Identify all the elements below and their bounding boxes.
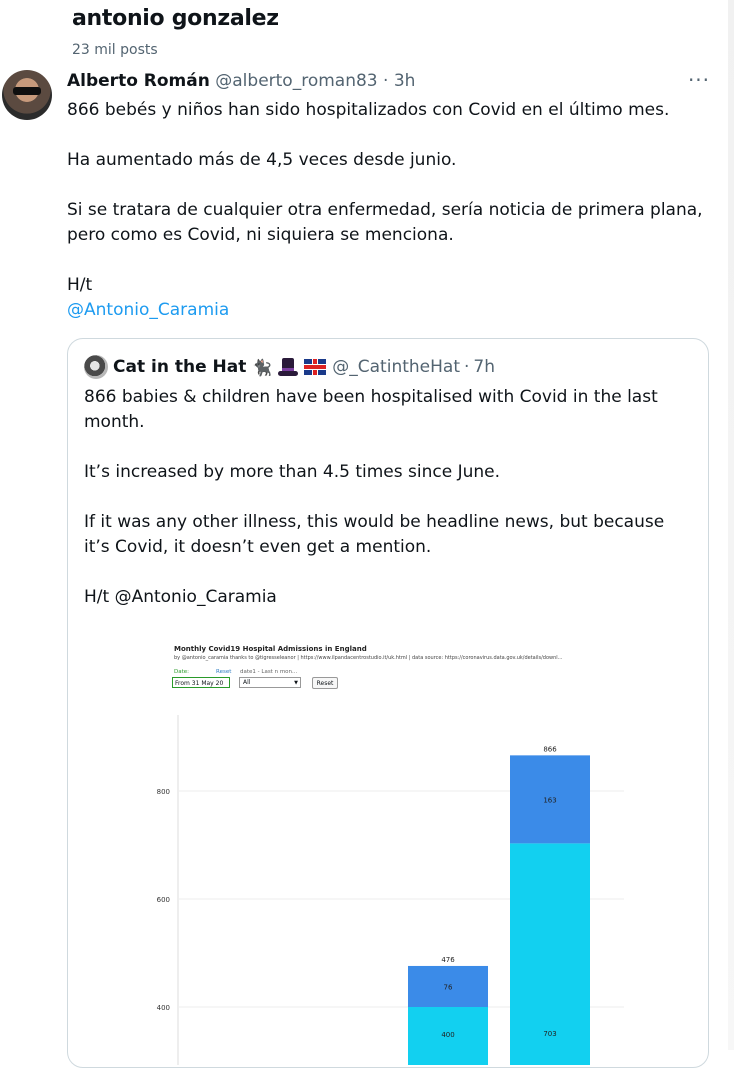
bar-value-label: 163 bbox=[543, 796, 557, 805]
top-hat-icon bbox=[278, 357, 298, 377]
tweet-paragraph: Ha aumentado más de 4,5 veces desde junio. bbox=[67, 150, 457, 170]
chart-image[interactable] bbox=[84, 625, 694, 1065]
profile-name: antonio gonzalez bbox=[72, 6, 279, 31]
bar-value-label: 400 bbox=[441, 1031, 455, 1039]
mention-link[interactable]: @Antonio_Caramia bbox=[67, 300, 230, 320]
quoted-handle[interactable]: @_CatintheHat bbox=[332, 357, 460, 377]
y-tick-label: 400 bbox=[156, 1004, 170, 1012]
separator-dot: · bbox=[383, 71, 389, 91]
chevron-down-icon: ▼ bbox=[294, 680, 298, 686]
bar-total-label: 866 bbox=[543, 745, 557, 754]
separator-dot: · bbox=[463, 357, 470, 377]
stacked-bar-chart bbox=[84, 625, 694, 1065]
tweet-paragraph: Si se tratara de cualquier otra enfermedad, sería noticia de primera plana, pero como es Covid, ni siquiera se menciona. bbox=[67, 200, 703, 245]
timestamp[interactable]: 3h bbox=[393, 71, 416, 91]
author-name[interactable]: Alberto Román bbox=[67, 71, 210, 91]
profile-header bbox=[0, 0, 734, 64]
black-cat-icon: 🐈‍⬛ bbox=[252, 357, 273, 377]
bar-value-label: 76 bbox=[443, 983, 453, 992]
date-reset-link: Reset bbox=[216, 669, 232, 675]
avatar[interactable] bbox=[2, 70, 52, 120]
bar-total-label: 476 bbox=[441, 955, 455, 964]
sunglasses-icon bbox=[13, 87, 41, 95]
period-select-value: All bbox=[243, 679, 251, 686]
date-filter-label: Date: bbox=[174, 669, 189, 675]
quoted-paragraph: If it was any other illness, this would be headline news, but because it’s Covid, it doesn’t even get a mention. bbox=[84, 512, 665, 557]
date-input-value: From 31 May 20 bbox=[175, 680, 224, 687]
date1-filter-label: date1 - Last n mon... bbox=[240, 669, 298, 675]
chart-title: Monthly Covid19 Hospital Admissions in England bbox=[174, 645, 367, 653]
quoted-paragraph: It’s increased by more than 4.5 times since June. bbox=[84, 462, 501, 482]
post-count: 23 mil posts bbox=[72, 42, 158, 58]
tweet-header bbox=[67, 71, 415, 91]
quoted-timestamp[interactable]: 7h bbox=[473, 357, 495, 377]
chart-subtitle: by @antonio_caramia thanks to @tigresseleanor | https://www.ilpandacentrostudio.it/uk.html | data source: https://coronavirus.data.gov.uk/details/downl... bbox=[174, 655, 563, 661]
scroll-gutter bbox=[728, 0, 734, 1050]
quoted-tweet-header bbox=[84, 355, 499, 379]
ht-label: H/t bbox=[67, 275, 93, 295]
more-horizontal-icon[interactable]: ··· bbox=[687, 68, 711, 92]
tweet-paragraph: 866 bebés y niños han sido hospitalizados con Covid en el último mes. bbox=[67, 100, 670, 120]
tweet-text bbox=[67, 98, 707, 323]
author-handle[interactable]: @alberto_roman83 bbox=[215, 71, 378, 91]
quoted-author-name[interactable]: Cat in the Hat bbox=[113, 357, 247, 377]
quoted-paragraph: H/t @Antonio_Caramia bbox=[84, 587, 277, 607]
quoted-avatar[interactable] bbox=[84, 355, 108, 379]
quoted-paragraph: 866 babies & children have been hospitalised with Covid in the last month. bbox=[84, 387, 658, 432]
bar-value-label: 703 bbox=[543, 1030, 557, 1039]
y-tick-label: 600 bbox=[156, 896, 170, 904]
y-tick-label: 800 bbox=[156, 788, 170, 796]
uk-flag-icon bbox=[304, 359, 326, 375]
quoted-tweet-text bbox=[84, 385, 694, 635]
reset-button: Reset bbox=[312, 677, 338, 689]
quoted-tweet[interactable] bbox=[67, 338, 709, 1068]
